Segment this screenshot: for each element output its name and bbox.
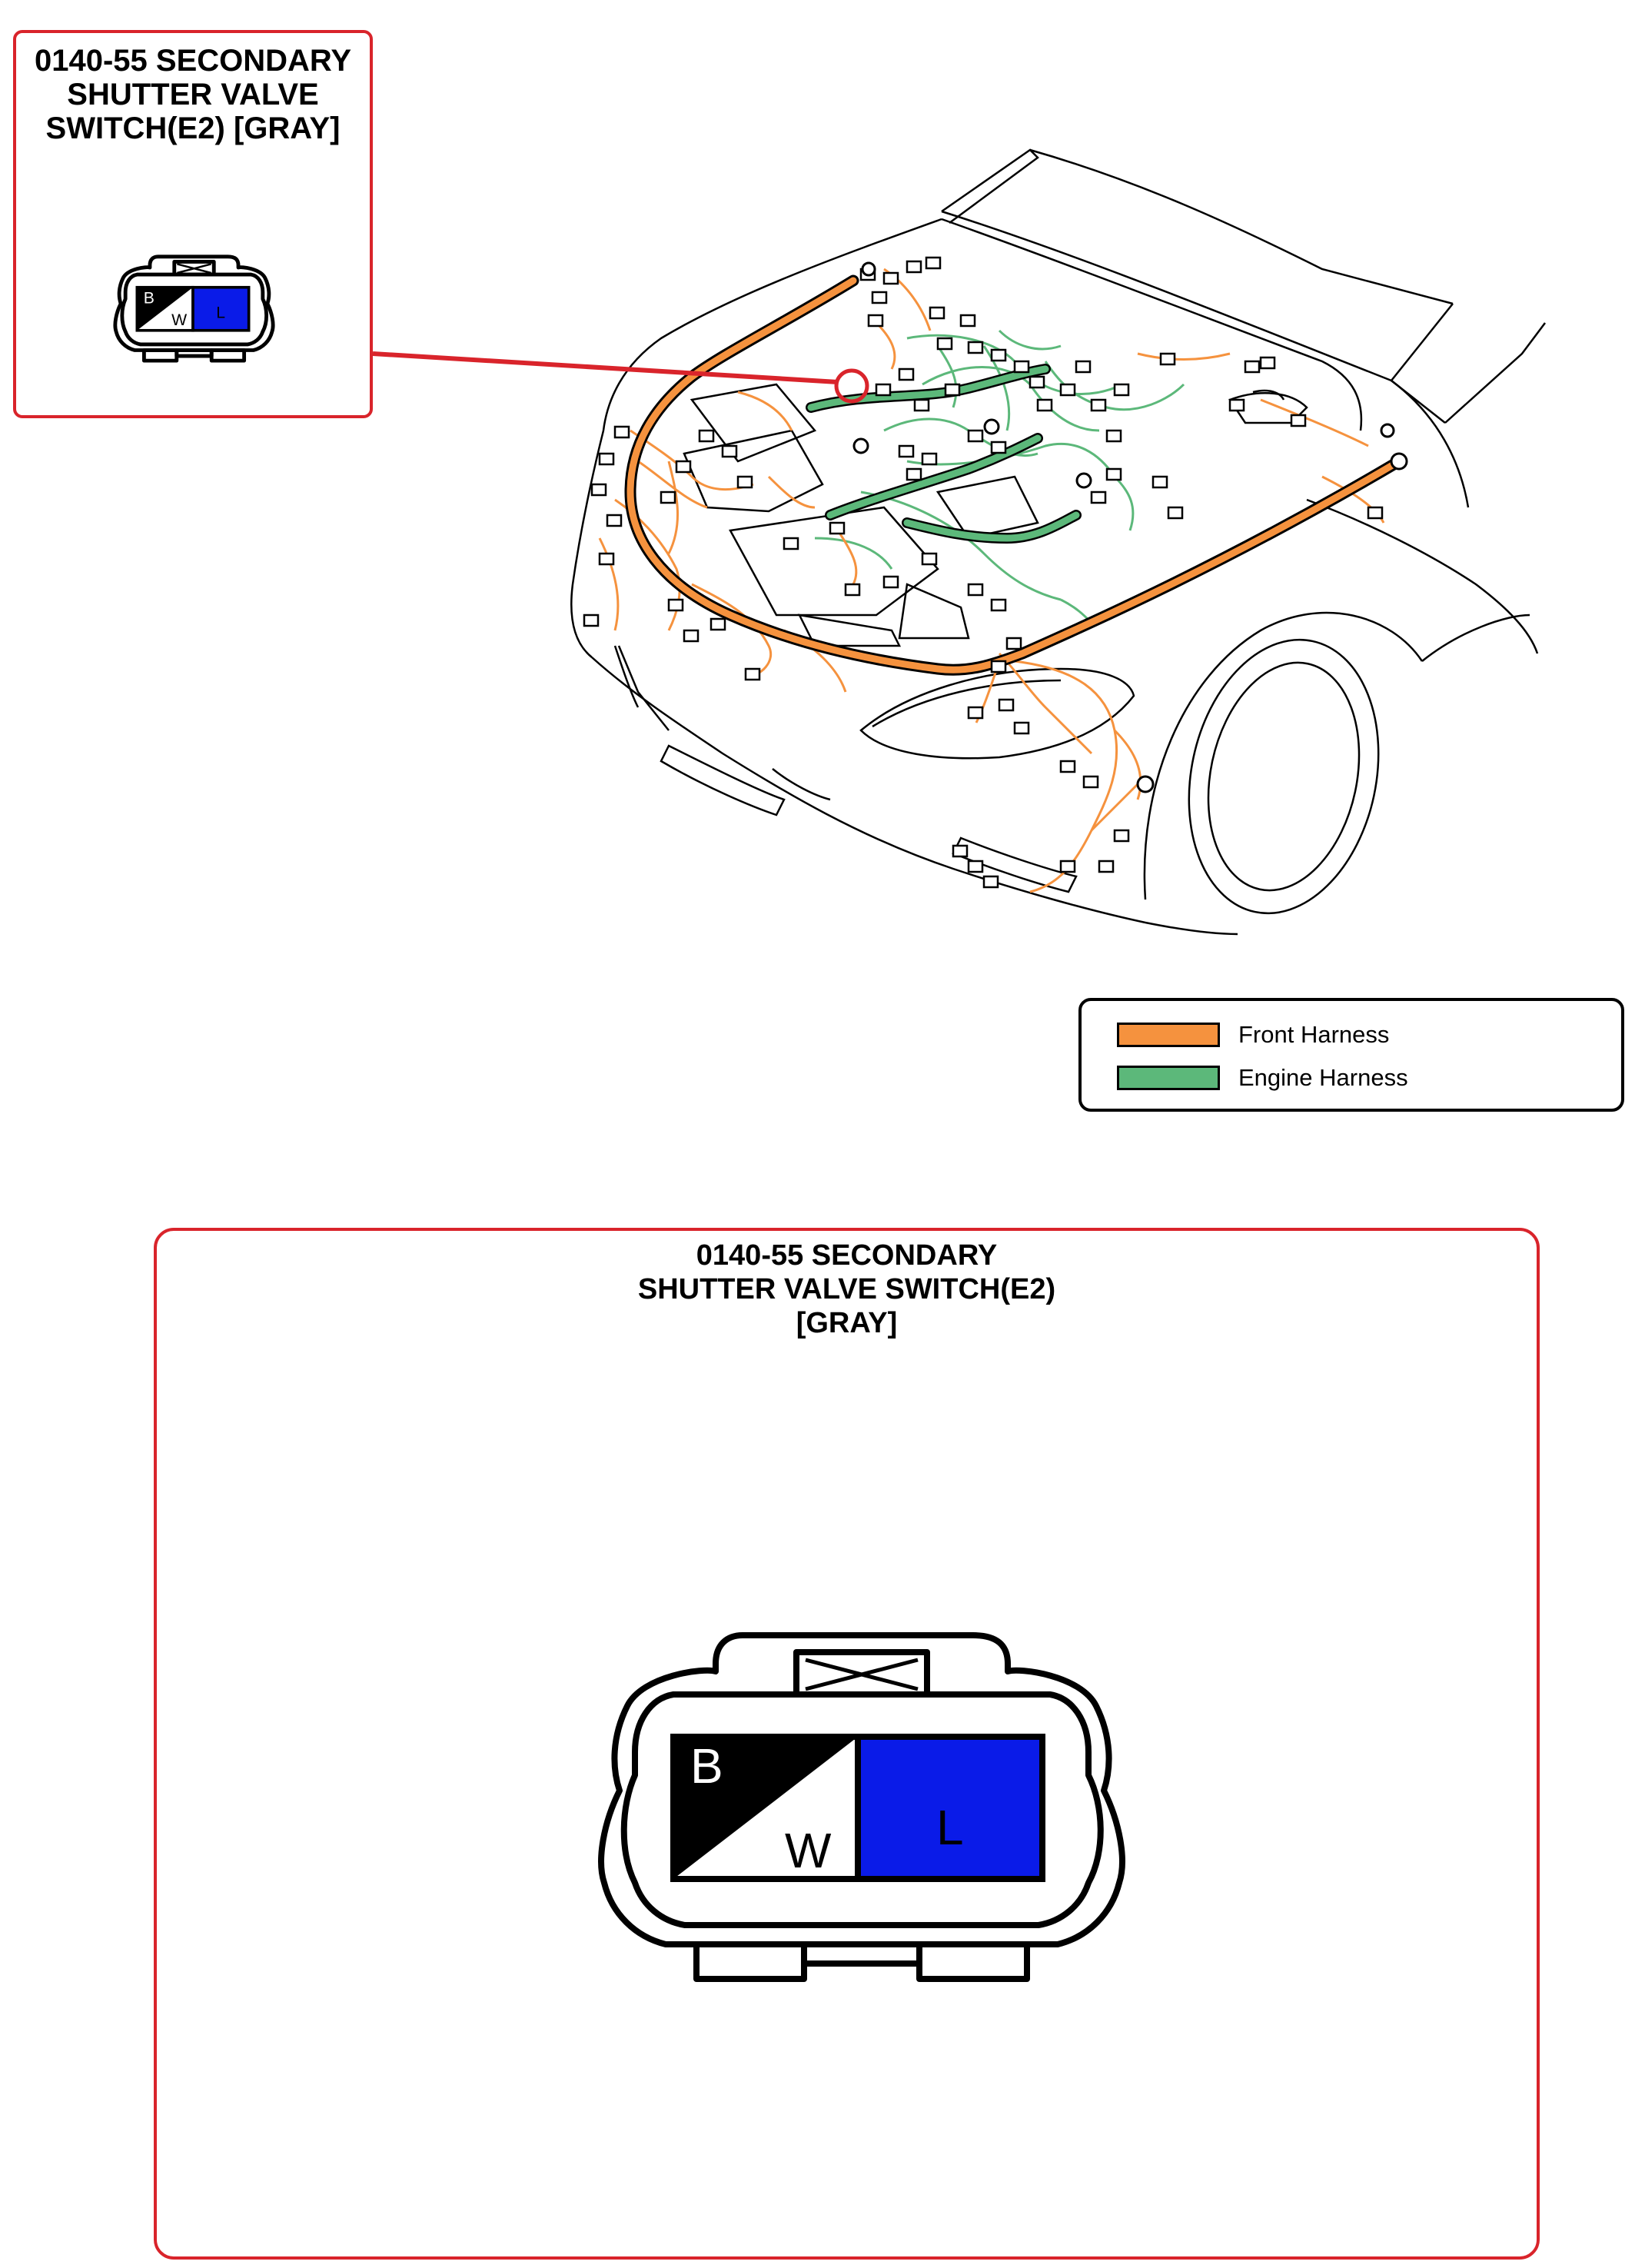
detail-connector-face (589, 1621, 1135, 1990)
inset-title (16, 44, 370, 145)
detail-pin1-code-bottom: W (785, 1823, 832, 1878)
legend-item-engine-harness (1117, 1064, 1408, 1092)
car-body-outline (571, 150, 1545, 934)
front-harness-swatch (1117, 1023, 1220, 1047)
inset-connector-face (111, 251, 277, 365)
engine-harness-label: Engine Harness (1238, 1064, 1408, 1091)
detail-title-line3: [GRAY] (796, 1307, 898, 1339)
front-harness-label: Front Harness (1238, 1021, 1390, 1048)
detail-connector-panel (154, 1228, 1540, 2260)
legend-item-front-harness (1117, 1021, 1389, 1049)
detail-pin1-code-top: B (690, 1738, 723, 1794)
inset-title-line2: SHUTTER VALVE (67, 78, 319, 111)
detail-title (157, 1239, 1537, 1340)
inset-pin2-code: L (216, 304, 226, 322)
front-harness-trunk (630, 281, 1399, 670)
inset-title-line3: SWITCH(E2) [GRAY] (45, 111, 341, 145)
inset-pin1-code-bottom: W (171, 311, 188, 329)
detail-title-line2: SHUTTER VALVE SWITCH(E2) (637, 1273, 1056, 1305)
inset-connector-panel (13, 30, 373, 418)
callout-leader-line (373, 354, 838, 382)
inset-pin1-code-top: B (143, 289, 155, 308)
engine-harness-swatch (1117, 1066, 1220, 1090)
detail-pin2-code: L (936, 1800, 964, 1855)
detail-title-line1: 0140-55 SECONDARY (696, 1239, 998, 1272)
harness-legend (1078, 998, 1624, 1112)
engine-harness-lines (815, 331, 1184, 623)
harness-connectors (584, 258, 1382, 887)
inset-title-line1: 0140-55 SECONDARY (34, 44, 351, 78)
